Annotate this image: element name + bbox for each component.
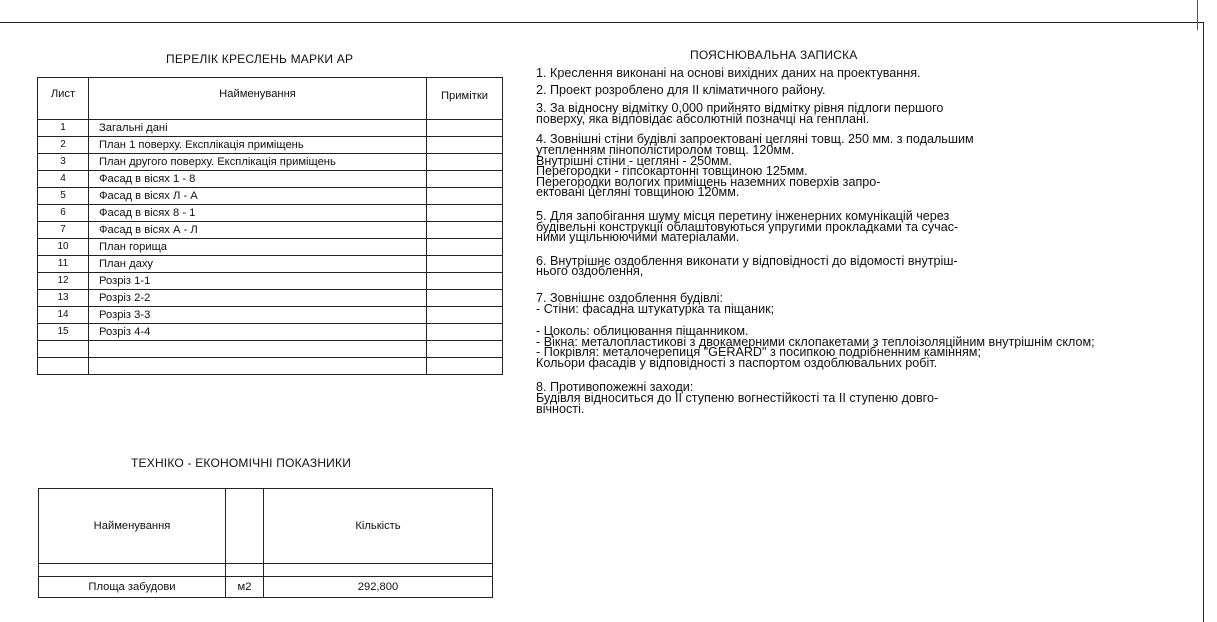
- table-row: [38, 256, 503, 273]
- sheet-notes: [427, 205, 503, 222]
- note-line-4c: Внутрішні стіни - цегляні - 250мм.: [536, 153, 732, 168]
- sheet-notes: [427, 137, 503, 154]
- note-line-7e: - Покрівля: металочерепиця "GERARD" з посипкою подрібненним камінням;: [536, 345, 981, 360]
- drawing-list-title: ПЕРЕЛІК КРЕСЛЕНЬ МАРКИ АР: [166, 52, 354, 66]
- sheet-name: План даху: [89, 256, 427, 273]
- table-row: [38, 358, 503, 375]
- sheet-number: 4: [38, 171, 89, 188]
- sheet-notes: [427, 307, 503, 324]
- drawing-list-table: [37, 77, 503, 375]
- note-line-3a: 3. За відносну відмітку 0,000 прийнято відмітку рівня підлоги першого: [536, 101, 944, 116]
- table-row: [38, 171, 503, 188]
- note-line-3b: поверху, яка відповідає абсолютній позначці на генплані.: [536, 111, 870, 126]
- explanatory-notes: [536, 68, 1196, 414]
- tep-row: [39, 577, 493, 598]
- note-line-7c: - Цоколь: облицювання піщанником.: [536, 324, 749, 339]
- sheet-name: Фасад в вісях Л - А: [89, 188, 427, 205]
- sheet-notes: [427, 188, 503, 205]
- note-line-6a: 6. Внутрішнє оздоблення виконати у відповідності до відомості внутріш-: [536, 253, 958, 268]
- note-line-4b: утепленням пінополістиролом товщ. 120мм.: [536, 142, 795, 157]
- note-line-4f: ектовані цегляні товщиною 120мм.: [536, 185, 740, 200]
- sheet-name: Загальні дані: [89, 120, 427, 137]
- note-line-4a: 4. Зовнішні стіни будівлі запроектовані цегляні товщ. 250 мм. з подальшим: [536, 132, 974, 147]
- sheet-number: 3: [38, 154, 89, 171]
- note-line-8a: 8. Противопожежні заходи:: [536, 380, 694, 395]
- table-row: [38, 154, 503, 171]
- sheet-name: Розріз 3-3: [89, 307, 427, 324]
- sheet-number: 13: [38, 290, 89, 307]
- drawing-list-header: [38, 78, 503, 120]
- sheet-number: 11: [38, 256, 89, 273]
- table-row: [38, 120, 503, 137]
- table-row: [38, 205, 503, 222]
- tep-table: [38, 488, 493, 598]
- header-sheet: Лист: [38, 78, 89, 120]
- sheet-name: Фасад в вісях 1 - 8: [89, 171, 427, 188]
- tep-row-name: Площа забудови: [39, 577, 226, 598]
- sheet-number: [38, 341, 89, 358]
- sheet-number: 5: [38, 188, 89, 205]
- sheet-name: [89, 341, 427, 358]
- sheet-notes: [427, 358, 503, 375]
- table-row: [38, 341, 503, 358]
- sheet-notes: [427, 273, 503, 290]
- sheet-notes: [427, 341, 503, 358]
- note-line-5b: будівельні конструкції облаштовуються упругими прокладками та сучас-: [536, 219, 959, 234]
- tep-row-qty: 292,800: [264, 577, 493, 598]
- note-line-7a: 7. Зовнішнє оздоблення будівлі:: [536, 290, 723, 305]
- sheet-name: План другого поверху. Експлікація приміщень: [89, 154, 427, 171]
- note-line-7b: - Стіни: фасадна штукатурка та піщаник;: [536, 301, 775, 316]
- note-line-1: 1. Креслення виконані на основі вихідних даних на проектування.: [536, 66, 921, 80]
- sheet-notes: [427, 290, 503, 307]
- note-line-8b: Будівля відноситься до II ступеню вогнестійкості та II ступеню довго-: [536, 391, 939, 406]
- sheet-number: 10: [38, 239, 89, 256]
- note-line-4e: Перегородки вологих приміщень наземних поверхів запро-: [536, 174, 881, 189]
- sheet-name: Фасад в вісях 8 - 1: [89, 205, 427, 222]
- sheet-name: Розріз 4-4: [89, 324, 427, 341]
- note-line-6b: нього оздоблення,: [536, 264, 644, 279]
- sheet-number: 7: [38, 222, 89, 239]
- tep-header-unit: [226, 489, 264, 564]
- sheet-number: 1: [38, 120, 89, 137]
- sheet-notes: [427, 239, 503, 256]
- sheet-name: Розріз 2-2: [89, 290, 427, 307]
- sheet-notes: [427, 256, 503, 273]
- table-row: [38, 222, 503, 239]
- tep-title: ТЕХНІКО - ЕКОНОМІЧНІ ПОКАЗНИКИ: [131, 456, 352, 470]
- sheet-number: 12: [38, 273, 89, 290]
- sheet-number: 6: [38, 205, 89, 222]
- header-name: Найменування: [89, 78, 427, 120]
- sheet-notes: [427, 222, 503, 239]
- sheet-name: План 1 поверху. Експлікація приміщень: [89, 137, 427, 154]
- sheet-notes: [427, 154, 503, 171]
- tep-row-unit: м2: [226, 577, 264, 598]
- note-line-8c: вічності.: [536, 401, 585, 416]
- table-row: [38, 290, 503, 307]
- tep-spacer-row: [39, 564, 493, 577]
- sheet-name: Фасад в вісях А - Л: [89, 222, 427, 239]
- header-notes: Примітки: [427, 78, 503, 120]
- sheet-number: 14: [38, 307, 89, 324]
- tep-header-qty: Кількість: [264, 489, 493, 564]
- note-line-4d: Перегородки - гіпсокартонні товщиною 125мм.: [536, 164, 808, 179]
- note-line-5a: 5. Для запобігання шуму місця перетину інженерних комунікацій через: [536, 208, 950, 223]
- note-line-7f: Кольори фасадів у відповідності з паспортом оздоблювальних робіт.: [536, 355, 938, 370]
- note-line-5c: ними ущільнюючими матеріалами.: [536, 230, 740, 245]
- sheet-number: 2: [38, 137, 89, 154]
- sheet-notes: [427, 120, 503, 137]
- sheet-edge-line: [1197, 0, 1198, 30]
- table-row: [38, 137, 503, 154]
- tep-header: [39, 489, 493, 564]
- table-row: [38, 273, 503, 290]
- note-line-7d: - Вікна: металопластикові з двокамерними склопакетами з теплоізоляційним внутрішнім склом;: [536, 334, 1095, 349]
- sheet-name: Розріз 1-1: [89, 273, 427, 290]
- tep-header-name: Найменування: [39, 489, 226, 564]
- sheet-number: 15: [38, 324, 89, 341]
- table-row: [38, 324, 503, 341]
- table-row: [38, 239, 503, 256]
- table-row: [38, 188, 503, 205]
- sheet-name: План горища: [89, 239, 427, 256]
- sheet-name: [89, 358, 427, 375]
- sheet-notes: [427, 171, 503, 188]
- sheet-notes: [427, 324, 503, 341]
- table-row: [38, 307, 503, 324]
- sheet-number: [38, 358, 89, 375]
- note-line-2: 2. Проект розроблено для II кліматичного району.: [536, 82, 826, 97]
- notes-title: ПОЯСНЮВАЛЬНА ЗАПИСКА: [690, 48, 858, 62]
